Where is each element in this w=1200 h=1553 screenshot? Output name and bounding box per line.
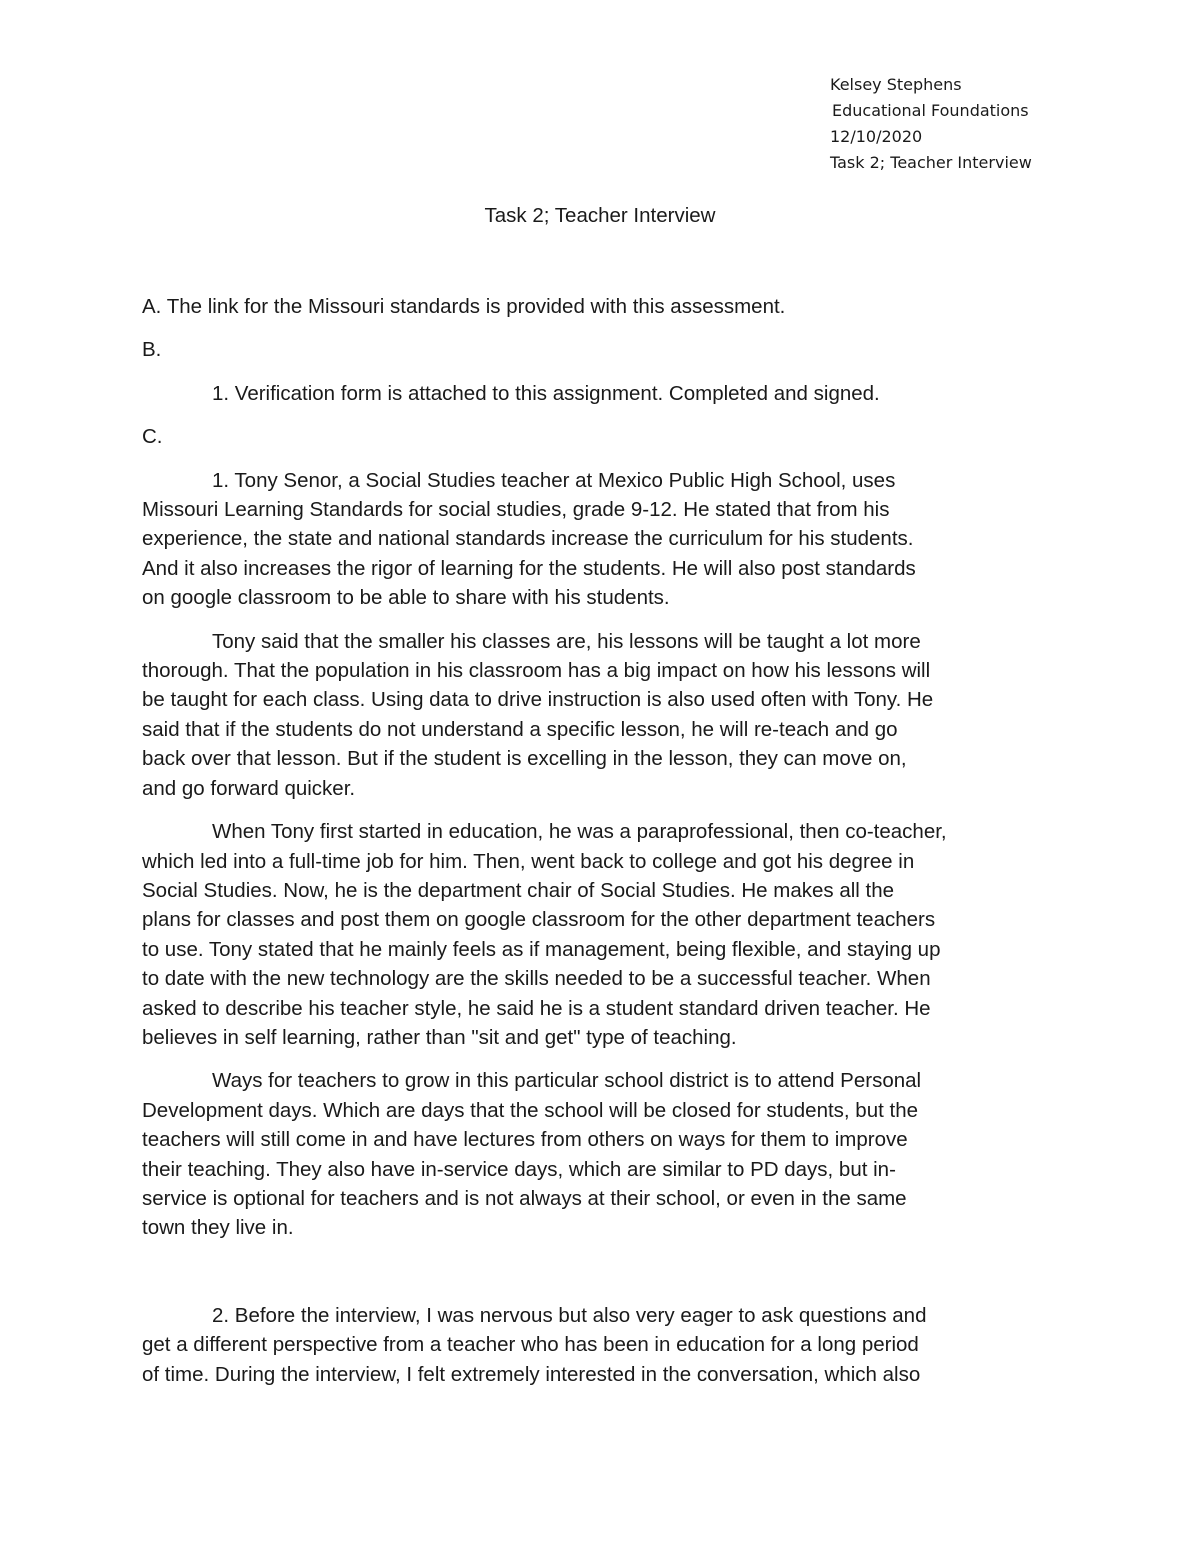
section-b-label: B. xyxy=(142,338,162,362)
paragraph-career xyxy=(142,817,1062,1052)
text-line: teachers will still come in and have lectures from others on ways for them to improve xyxy=(142,1128,908,1152)
paragraph-class-size xyxy=(142,627,1062,803)
text-line: back over that lesson. But if the student is excelling in the lesson, they can move on, xyxy=(142,747,907,771)
text-line: said that if the students do not understand a specific lesson, he will re-teach and go xyxy=(142,717,898,741)
section-c-item-1 xyxy=(142,466,1062,613)
text-line: thorough. That the population in his classroom has a big impact on how his lessons will xyxy=(142,659,931,683)
author-header xyxy=(820,72,1180,176)
text-line: Development days. Which are days that the school will be closed for students, but the xyxy=(142,1098,918,1122)
section-b-item-1: 1. Verification form is attached to this assignment. Completed and signed. xyxy=(212,381,880,405)
task-name: Task 2; Teacher Interview xyxy=(830,153,1032,172)
text-line: plans for classes and post them on google classroom for the other department teachers xyxy=(142,908,936,932)
text-line: to date with the new technology are the skills needed to be a successful teacher. When xyxy=(142,967,931,991)
paragraph-gap xyxy=(142,1243,1062,1301)
text-line: get a different perspective from a teacher who has been in education for a long period xyxy=(142,1333,919,1357)
text-line: experience, the state and national standards increase the curriculum for his students. xyxy=(142,527,914,551)
paragraph-growth xyxy=(142,1066,1062,1242)
text-line: on google classroom to be able to share with his students. xyxy=(142,586,670,610)
text-line: Missouri Learning Standards for social studies, grade 9-12. He stated that from his xyxy=(142,498,890,522)
text-line: Ways for teachers to grow in this particular school district is to attend Personal xyxy=(212,1069,922,1093)
text-line: of time. During the interview, I felt extremely interested in the conversation, which also xyxy=(142,1362,921,1386)
text-line: and go forward quicker. xyxy=(142,776,356,800)
text-line: Tony said that the smaller his classes are, his lessons will be taught a lot more xyxy=(212,629,921,653)
section-a: A. The link for the Missouri standards is provided with this assessment. xyxy=(142,295,786,318)
text-line: service is optional for teachers and is not always at their school, or even in the same xyxy=(142,1186,907,1210)
section-c-item-2 xyxy=(142,1301,1062,1389)
page-title: Task 2; Teacher Interview xyxy=(484,204,716,227)
text-line: When Tony first started in education, he was a paraprofessional, then co-teacher, xyxy=(212,820,947,844)
text-line: be taught for each class. Using data to drive instruction is also used often with Tony. He xyxy=(142,688,934,712)
text-line: 1. Tony Senor, a Social Studies teacher at Mexico Public High School, uses xyxy=(212,468,896,492)
text-line: town they live in. xyxy=(142,1216,294,1240)
text-line: 2. Before the interview, I was nervous but also very eager to ask questions and xyxy=(212,1303,927,1327)
section-c-label: C. xyxy=(142,425,163,449)
course-name: Educational Foundations xyxy=(832,101,1029,120)
text-line: which led into a full-time job for him. Then, went back to college and got his degree in xyxy=(142,849,915,873)
text-line: Social Studies. Now, he is the department chair of Social Studies. He makes all the xyxy=(142,878,895,902)
text-line: their teaching. They also have in-service days, which are similar to PD days, but in- xyxy=(142,1157,896,1181)
text-line: to use. Tony stated that he mainly feels as if management, being flexible, and staying up xyxy=(142,937,941,961)
author-name: Kelsey Stephens xyxy=(830,75,962,94)
text-line: asked to describe his teacher style, he said he is a student standard driven teacher. He xyxy=(142,996,931,1020)
text-line: believes in self learning, rather than "sit and get" type of teaching. xyxy=(142,1025,737,1049)
date: 12/10/2020 xyxy=(830,127,923,146)
document-body xyxy=(142,292,1062,1389)
text-line: And it also increases the rigor of learning for the students. He will also post standards xyxy=(142,556,916,580)
